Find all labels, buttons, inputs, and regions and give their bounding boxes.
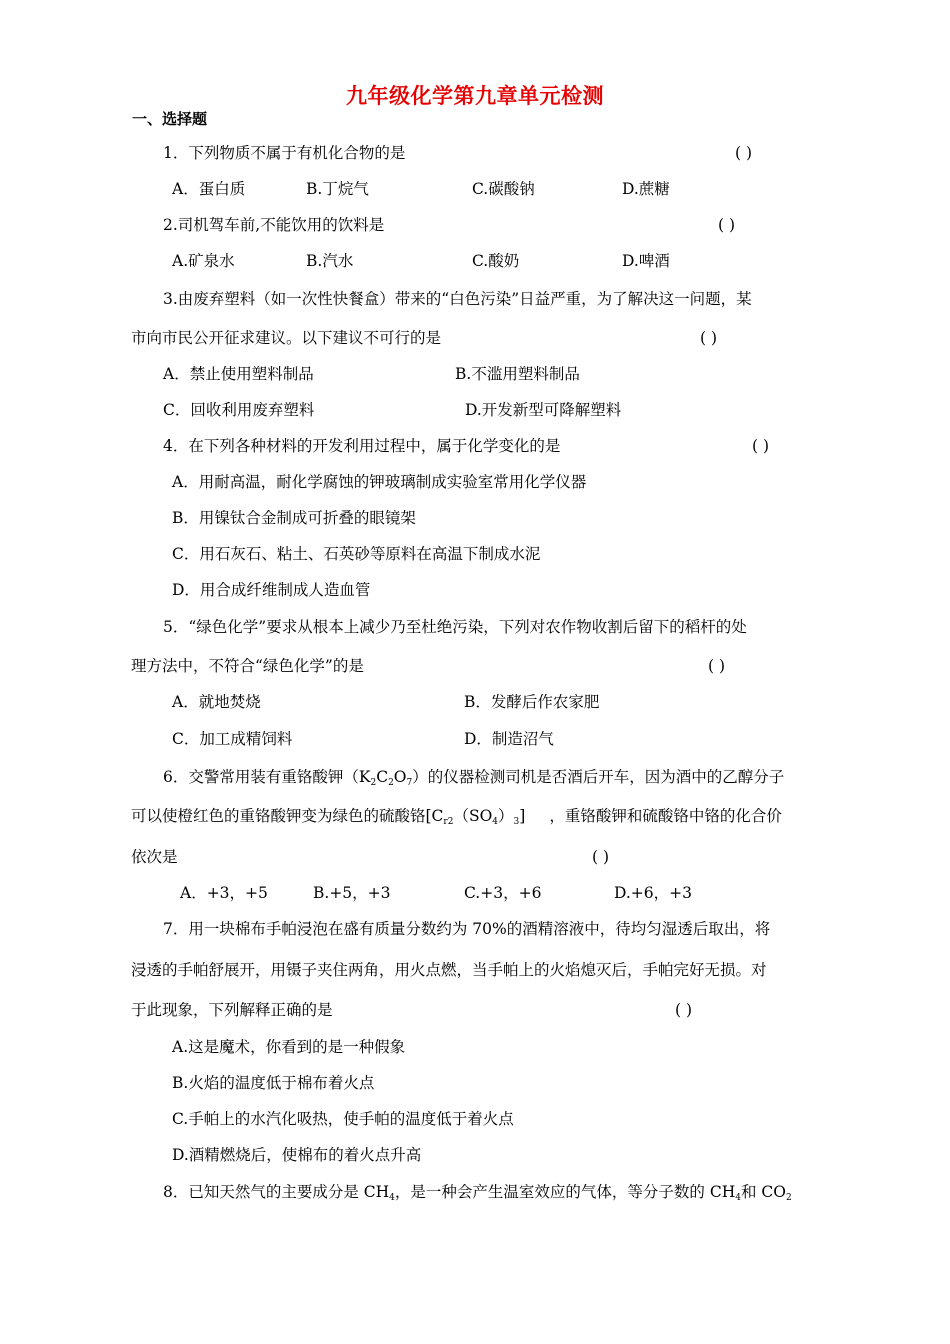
q6-subscript: 2 (388, 778, 394, 788)
question-7-stem-line-2: 浸透的手帕舒展开，用镊子夹住两角，用火点燃，当手帕上的火焰熄灭后，手帕完好无损。对 (131, 961, 767, 979)
question-3-option-b: B.不滥用塑料制品 (455, 365, 580, 383)
question-7-option-b: B.火焰的温度低于棉布着火点 (172, 1074, 375, 1092)
q8-text: ，是一种会产生温室效应的气体，等分子数的 CH (394, 1183, 736, 1201)
q6-text: 6．交警常用装有重铬酸钾（K (163, 768, 371, 786)
question-3-stem-line-2: 市向市民公开征求建议。以下建议不可行的是 (131, 329, 442, 347)
question-4-stem: 4．在下列各种材料的开发利用过程中，属于化学变化的是 (163, 437, 561, 455)
q6-subscript: 7 (406, 778, 413, 788)
q6-text: 可以使橙红色的重铬酸钾变为绿色的硫酸铬[C (131, 807, 444, 825)
question-1-option-a: A．蛋白质 (172, 180, 246, 198)
q6-subscript: 4 (492, 817, 499, 827)
question-5-stem-line-1: 5．“绿色化学”要求从根本上减少乃至杜绝污染，下列对农作物收割后留下的稻杆的处 (163, 618, 747, 636)
question-3-answer-blank: ( ) (700, 329, 718, 347)
question-6-answer-blank: ( ) (592, 848, 610, 866)
q6-text: O (393, 768, 407, 786)
question-6-stem-line-2 (131, 806, 782, 826)
question-6-option-a: A．+3，+5 (180, 884, 268, 902)
q6-subscript: r2 (443, 817, 454, 827)
q8-text: 8．已知天然气的主要成分是 CH (163, 1183, 390, 1201)
question-6-option-c: C.+3，+6 (464, 884, 542, 902)
q6-text: ] (519, 807, 526, 825)
question-5-option-a: A．就地焚烧 (172, 693, 261, 711)
question-5-option-b: B．发酵后作农家肥 (464, 693, 600, 711)
question-1-option-b: B.丁烷气 (306, 180, 369, 198)
question-2-option-b: B.汽水 (306, 252, 354, 270)
question-4-option-b: B．用镍钛合金制成可折叠的眼镜架 (172, 509, 416, 527)
question-3-option-c: C．回收利用废弃塑料 (163, 401, 315, 419)
question-7-option-a: A.这是魔术，你看到的是一种假象 (172, 1038, 406, 1056)
q8-subscript: 2 (785, 1193, 792, 1203)
question-5-option-d: D．制造沼气 (464, 730, 554, 748)
question-8-stem-line-1 (163, 1182, 792, 1202)
q8-text: 和 CO (740, 1183, 786, 1201)
question-7-stem-line-3: 于此现象，下列解释正确的是 (131, 1001, 333, 1019)
q6-subscript: 2 (370, 778, 377, 788)
question-6-option-d: D.+6，+3 (614, 884, 692, 902)
page-title: 九年级化学第九章单元检测 (346, 83, 604, 108)
question-3-stem-line-1: 3.由废弃塑料（如一次性快餐盒）带来的“白色污染”日益严重，为了解决这一问题，某 (163, 290, 752, 308)
question-1-stem: 1．下列物质不属于有机化合物的是 (163, 144, 406, 162)
question-4-option-d: D．用合成纤维制成人造血管 (172, 581, 371, 599)
question-2-option-c: C.酸奶 (472, 252, 520, 270)
question-1-option-c: C.碳酸钠 (472, 180, 535, 198)
q6-text: （SO (453, 807, 493, 825)
question-1-option-d: D.蔗糖 (622, 180, 670, 198)
section-heading: 一、选择题 (132, 110, 208, 128)
q8-subscript: 4 (389, 1193, 395, 1203)
question-2-answer-blank: ( ) (718, 216, 736, 234)
question-4-option-c: C．用石灰石、粘土、石英砂等原料在高温下制成水泥 (172, 545, 541, 563)
question-5-option-c: C．加工成精饲料 (172, 730, 293, 748)
question-6-stem-line-3: 依次是 (131, 848, 178, 866)
question-7-answer-blank: ( ) (675, 1001, 693, 1019)
question-4-answer-blank: ( ) (752, 437, 770, 455)
q6-subscript: 3 (513, 817, 520, 827)
question-5-answer-blank: ( ) (708, 657, 726, 675)
question-5-stem-line-2: 理方法中，不符合“绿色化学”的是 (131, 657, 364, 675)
question-6-option-b: B.+5，+3 (313, 884, 391, 902)
q6-text: C (376, 768, 389, 786)
question-2-stem: 2.司机驾车前,不能饮用的饮料是 (163, 216, 385, 234)
question-3-option-a: A．禁止使用塑料制品 (163, 365, 314, 383)
question-7-option-c: C.手帕上的水汽化吸热，使手帕的温度低于着火点 (172, 1110, 514, 1128)
q6-text: ，重铬酸钾和硫酸铬中铬的化合价 (549, 807, 782, 825)
question-4-option-a: A．用耐高温，耐化学腐蚀的钾玻璃制成实验室常用化学仪器 (172, 473, 587, 491)
q8-subscript: 4 (735, 1193, 741, 1203)
question-1-answer-blank: ( ) (735, 144, 753, 162)
q6-text: ） (498, 807, 514, 825)
question-6-stem-line-1 (163, 767, 784, 787)
question-7-stem-line-1: 7．用一块棉布手帕浸泡在盛有质量分数约为 70%的酒精溶液中，待均匀湿透后取出，将 (163, 920, 771, 938)
question-2-option-d: D.啤酒 (622, 252, 670, 270)
question-3-option-d: D.开发新型可降解塑料 (465, 401, 622, 419)
question-7-option-d: D.酒精燃烧后，使棉布的着火点升高 (172, 1146, 422, 1164)
q6-text: ）的仪器检测司机是否酒后开车，因为酒中的乙醇分子 (412, 768, 785, 786)
question-2-option-a: A.矿泉水 (172, 252, 235, 270)
